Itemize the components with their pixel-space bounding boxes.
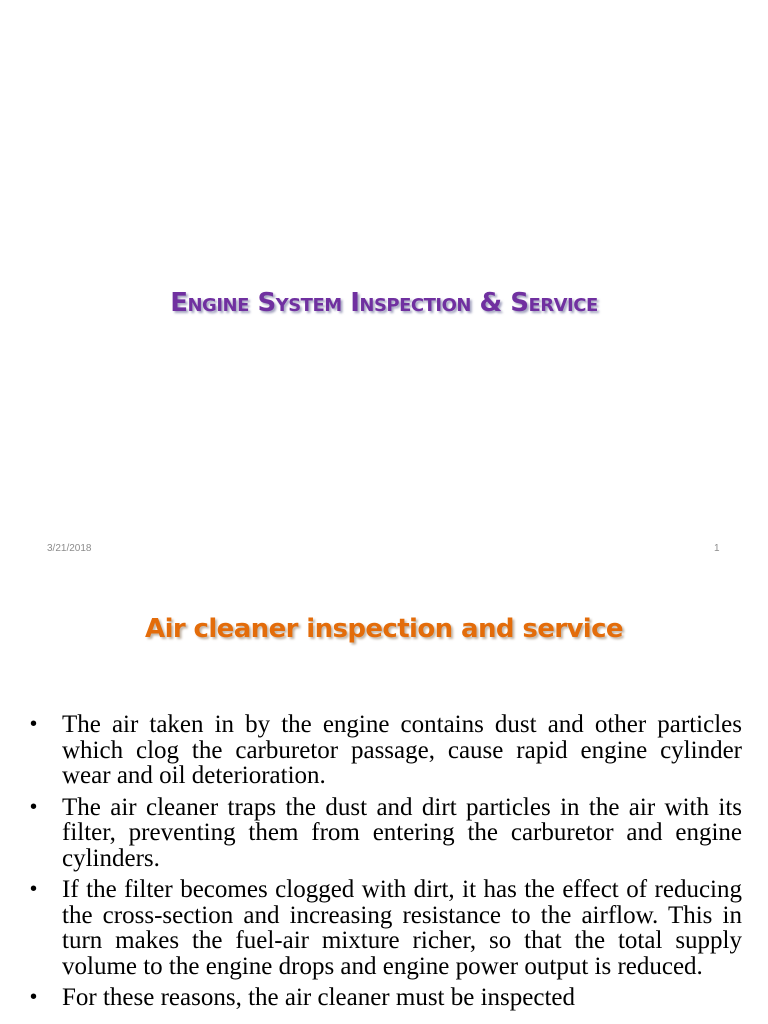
bullet-icon: • [30,713,38,735]
bullet-item [30,712,742,789]
bullet-item [30,985,742,1011]
bullet-text: If the filter becomes clogged with dirt, it has the effect of reducing the cross-section and increasing resistance to the airflow. This in turn makes the fuel-air mixture richer, so that the total supply volume to the engine drops and engine power output is reduced. [62,876,742,980]
bullet-icon: • [30,986,38,1008]
slide-2 [0,576,768,1024]
bullet-text: For these reasons, the air cleaner must be inspected [62,984,576,1011]
bullet-icon: • [30,795,38,818]
slide-title: Air cleaner inspection and service [145,614,623,644]
bullet-text: The air taken in by the engine contains dust and other particles which clog the carburetor passage, cause rapid engine cylinder wear and oil deterioration. [62,711,742,789]
slide-number: 1 [714,543,720,554]
slide-title: Engine System Inspection & Service [170,288,598,318]
bullet-text: The air cleaner traps the dust and dirt particles in the air with its filter, preventing them from entering the carburetor and engine cylinders. [62,793,742,872]
slide-date: 3/21/2018 [47,543,92,554]
bullet-item [30,795,742,872]
bullet-icon: • [30,878,38,900]
bullet-item [30,877,742,979]
bullet-list [30,712,742,1017]
